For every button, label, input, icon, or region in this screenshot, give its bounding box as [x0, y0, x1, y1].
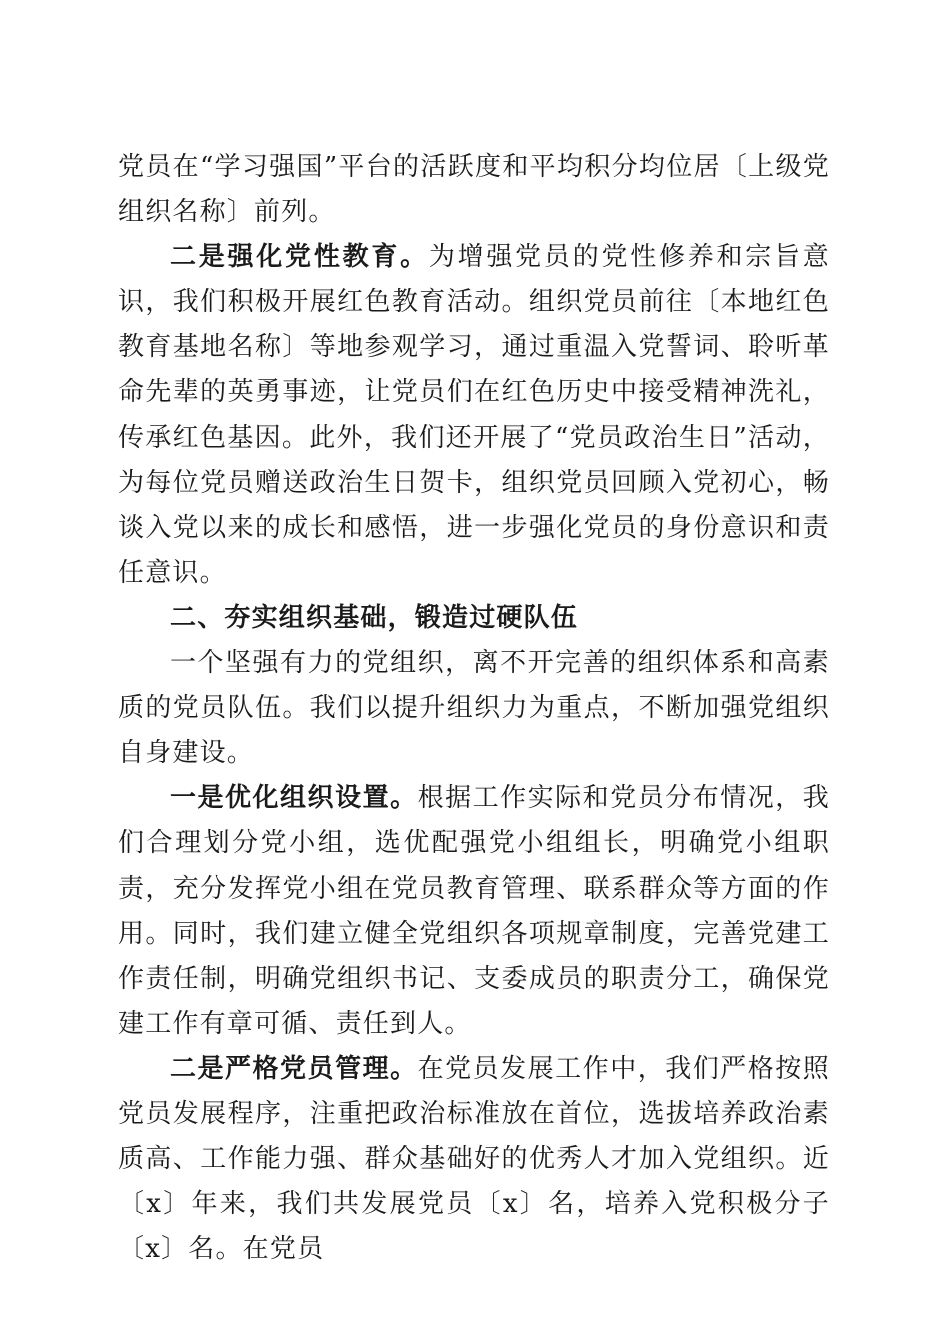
- paragraph-continuation: [118, 145, 830, 235]
- paragraph-intro: [118, 641, 830, 776]
- paragraph-organization-setup: [118, 776, 830, 1047]
- paragraph-lead: 二是严格党员管理。: [170, 1053, 418, 1084]
- paragraph-text: 党员在“学习强国”平台的活跃度和平均积分均位居〔上级党组织名称〕前列。: [118, 152, 830, 228]
- paragraph-lead: 二是强化党性教育。: [170, 242, 429, 273]
- paragraph-member-management: [118, 1047, 830, 1272]
- paragraph-text: 在党员发展工作中，我们严格按照党员发展程序，注重把政治标准放在首位，选拔培养政治素质高、工作能力强、群众基础好的优秀人才加入党组织。近〔x〕年来，我们共发展党员〔x〕名，培养入党积极分子〔x〕名。在党员: [118, 1053, 830, 1265]
- paragraph-party-spirit-education: [118, 235, 830, 596]
- paragraph-lead: 一是优化组织设置。: [170, 783, 418, 814]
- paragraph-text: 根据工作实际和党员分布情况，我们合理划分党小组，选优配强党小组组长，明确党小组职责，充分发挥党小组在党员教育管理、联系群众等方面的作用。同时，我们建立健全党组织各项规章制度，完善党建工作责任制，明确党组织书记、支委成员的职责分工，确保党建工作有章可循、责任到人。: [118, 783, 830, 1039]
- paragraph-text: 为增强党员的党性修养和宗旨意识，我们积极开展红色教育活动。组织党员前往〔本地红色教育基地名称〕等地参观学习，通过重温入党誓词、聆听革命先辈的英勇事迹，让党员们在红色历史中接受精神洗礼，传承红色基因。此外，我们还开展了“党员政治生日”活动，为每位党员赠送政治生日贺卡，组织党员回顾入党初心，畅谈入党以来的成长和感悟，进一步强化党员的身份意识和责任意识。: [118, 242, 830, 588]
- paragraph-text: 一个坚强有力的党组织，离不开完善的组织体系和高素质的党员队伍。我们以提升组织力为重点，不断加强党组织自身建设。: [118, 648, 830, 769]
- section-heading: 二、夯实组织基础，锻造过硬队伍: [170, 602, 579, 633]
- document-page: [118, 145, 830, 1272]
